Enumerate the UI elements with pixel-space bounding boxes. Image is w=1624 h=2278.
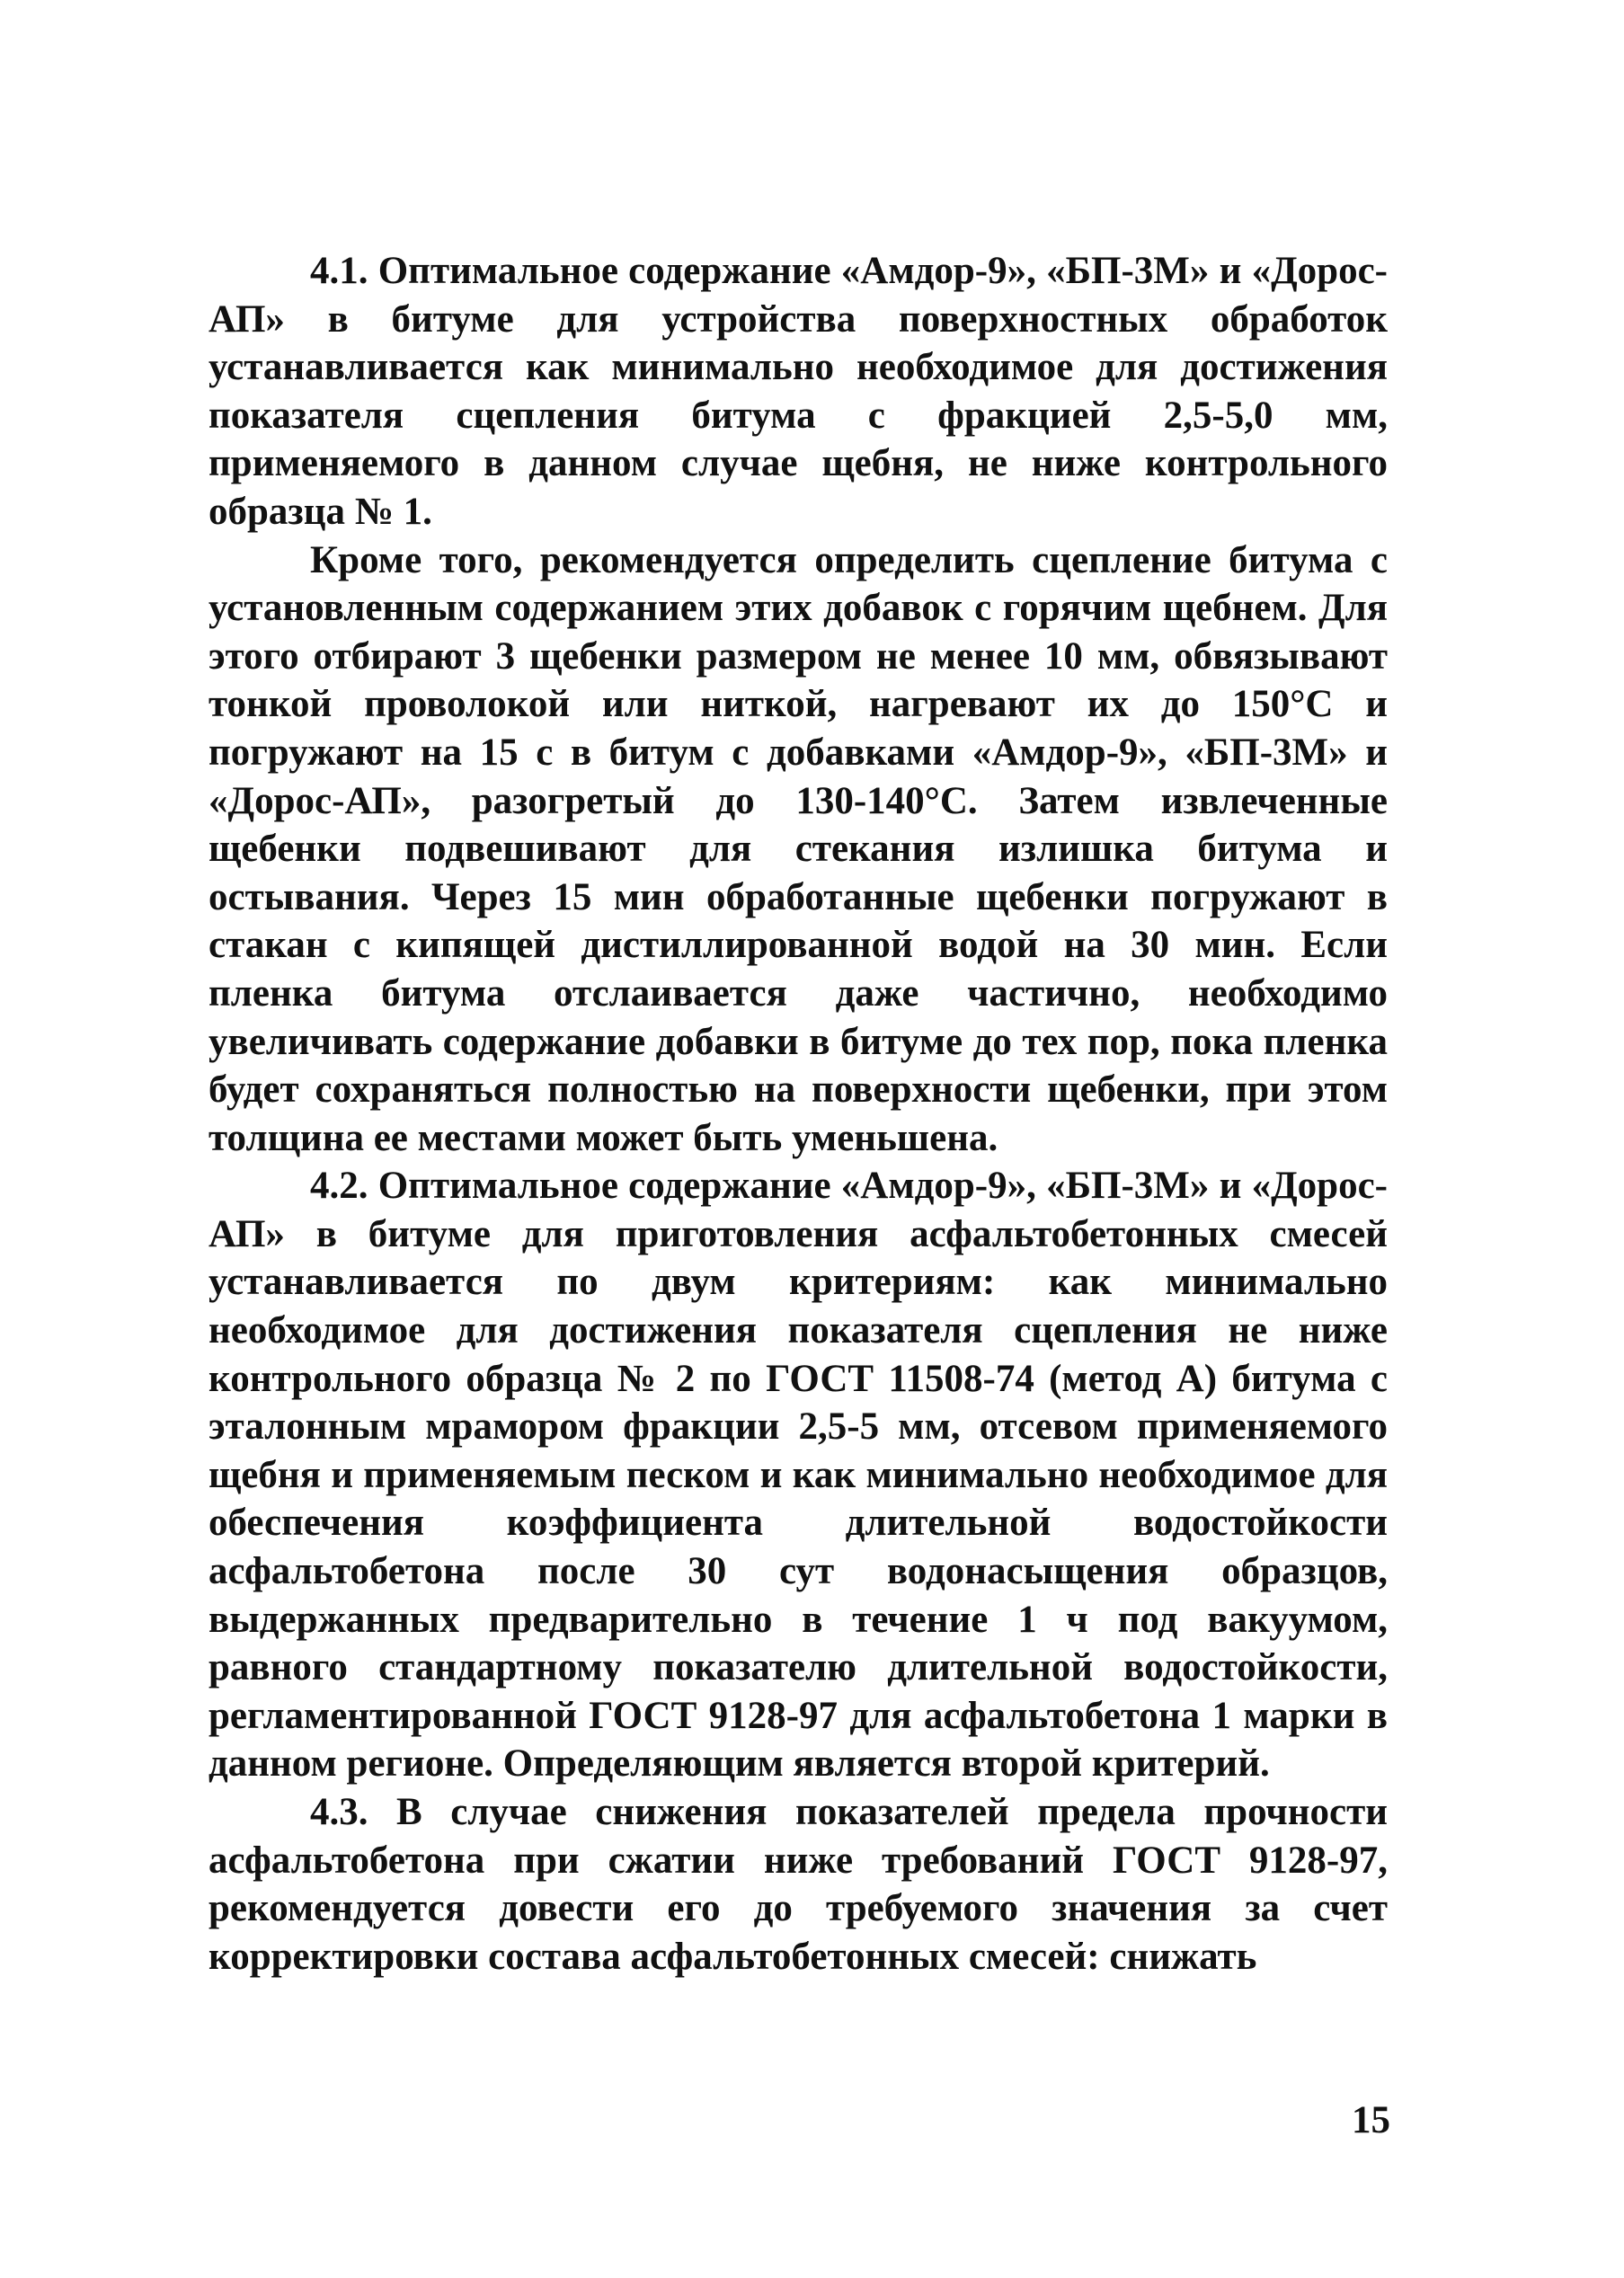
page-number: 15 bbox=[1352, 2099, 1390, 2141]
paragraph-4-3: 4.3. В случае снижения показателей предела прочности асфальтобетона при сжатии ниже требований ГОСТ 9128-97, рекомендуется довести его до требуемого значения за счет корректировки состава асфальтобетонных смесей: снижать bbox=[209, 1791, 1388, 1978]
paragraph-4-2: 4.2. Оптимальное содержание «Амдор-9», «БП-3М» и «Дорос-АП» в битуме для приготовления асфальтобетонных смесей устанавливается по двум критериям: как минимально необходимое для достижения показателя сцепления не ниже контрольного образца № 2 по ГОСТ 11508-74 (метод А) битума с эталонным мрамором фракции 2,5-5 мм, отсевом применяемого щебня и применяемым песком и как минимально необходимое для обеспечения коэффициента длительной водостойкости асфальтобетона после 30 сут водонасыщения образцов, выдержанных предварительно в течение 1 ч под вакуумом, равного стандартному показателю длительной водостойкости, регламентированной ГОСТ 9128-97 для асфальтобетона 1 марки в данном регионе. Определяющим является второй критерий. bbox=[209, 1165, 1388, 1786]
paragraph-4-1-continued: Кроме того, рекомендуется определить сцепление битума с установленным содержанием этих добавок с горячим щебнем. Для этого отбирают 3 щебенки размером не менее 10 мм, обвязывают тонкой проволокой или ниткой, нагревают их до 150°С и погружают на 15 с в битум с добавками «Амдор-9», «БП-3М» и «Дорос-АП», разогретый до 130-140°С. Затем извлеченные щебенки подвешивают для стекания излишка битума и остывания. Через 15 мин обработанные щебенки погружают в стакан с кипящей дистиллированной водой на 30 мин. Если пленка битума отслаивается даже частично, необходимо увеличивать содержание добавки в битуме до тех пор, пока пленка будет сохраняться полностью на поверхности щебенки, при этом толщина ее местами может быть уменьшена. bbox=[209, 538, 1388, 1159]
body-text bbox=[209, 247, 1388, 1981]
paragraph-4-1: 4.1. Оптимальное содержание «Амдор-9», «БП-3М» и «Дорос-АП» в битуме для устройства поверхностных обработок устанавливается как минимально необходимое для достижения показателя сцепления битума с фракцией 2,5-5,0 мм, применяемого в данном случае щебня, не ниже контрольного образца № 1. bbox=[209, 250, 1388, 533]
